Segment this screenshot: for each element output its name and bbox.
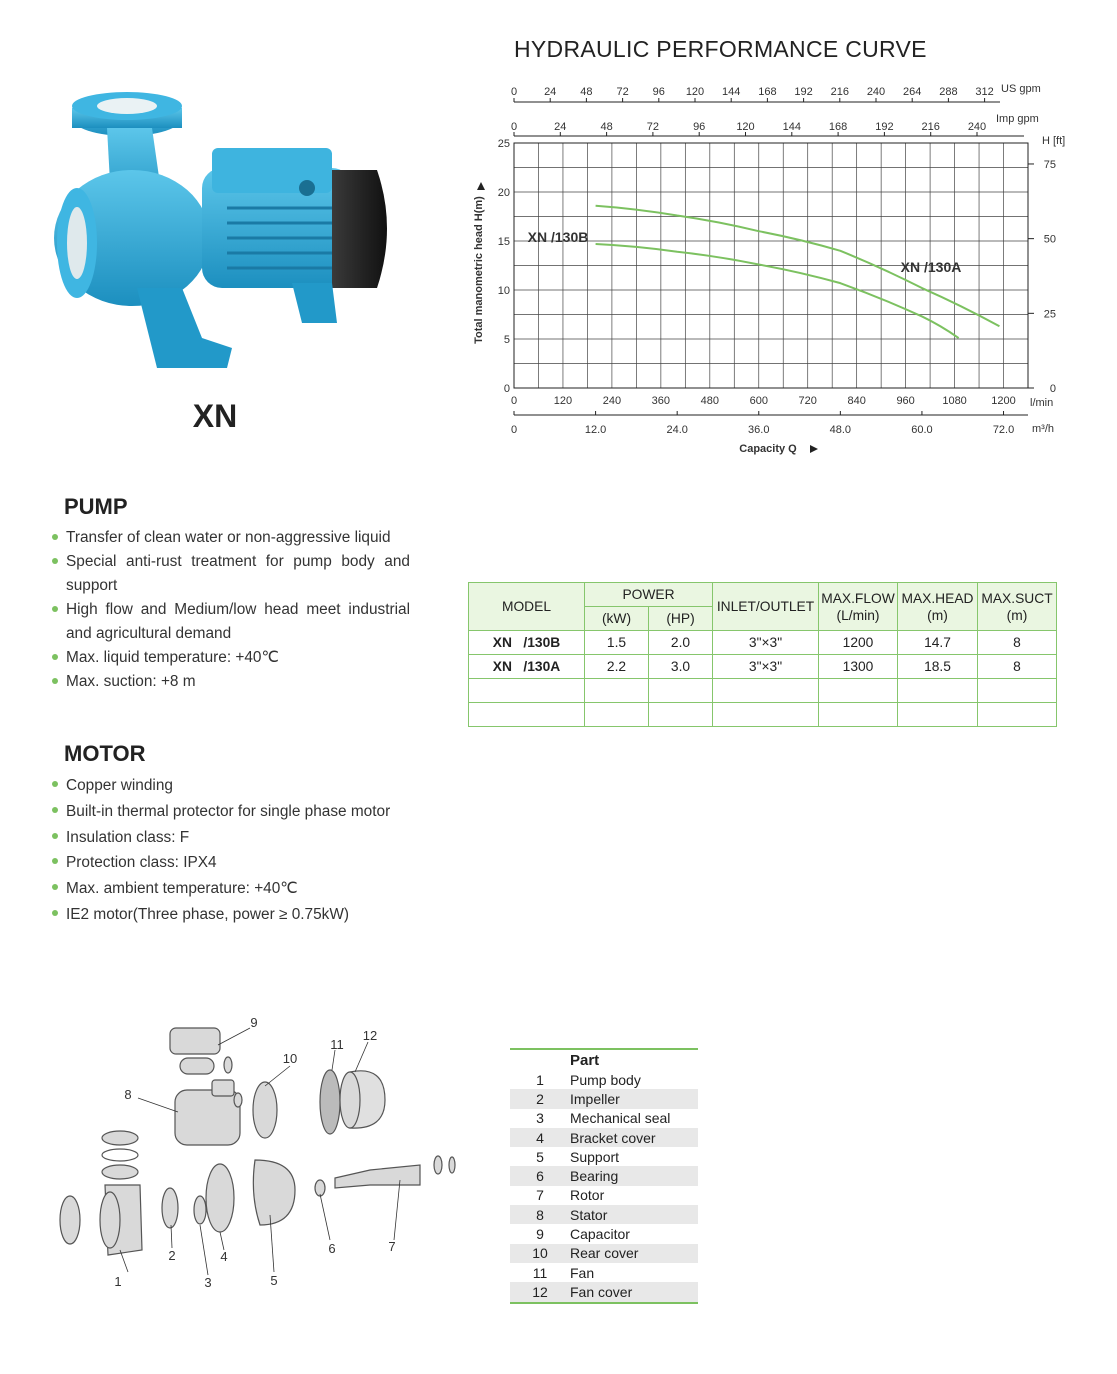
parts-row	[510, 1070, 698, 1089]
m3h-tick-label: 24.0	[666, 424, 688, 436]
motor-section-title: MOTOR	[64, 741, 146, 766]
part-name: Pump body	[570, 1071, 641, 1088]
part-name: Impeller	[570, 1089, 698, 1108]
bearing-part	[315, 1180, 325, 1196]
m3h-tick-label: 36.0	[748, 424, 770, 436]
motor-features-list	[50, 773, 430, 928]
hp-cell: 3.0	[649, 655, 713, 679]
m3h-tick-label: 12.0	[584, 424, 607, 436]
x-tick-label: 720	[798, 395, 817, 407]
motor-item: Max. ambient temperature: +40℃	[50, 876, 430, 902]
header-hp: (HP)	[649, 607, 713, 631]
lmin-unit-label: l/min	[1030, 397, 1054, 409]
impeller-part	[162, 1188, 178, 1228]
part-number: 12	[510, 1282, 570, 1302]
inlet-cell: 3"×3"	[713, 655, 819, 679]
exploded-label: 2	[168, 1248, 176, 1263]
part-name: Bracket cover	[570, 1128, 698, 1147]
exploded-label: 6	[328, 1241, 336, 1256]
fan-part	[320, 1070, 340, 1134]
y-tick-label: 25	[497, 138, 510, 150]
ft-tick-label: 0	[1049, 383, 1056, 395]
chart-title: HYDRAULIC PERFORMANCE CURVE	[514, 36, 927, 62]
part-number: 11	[532, 1264, 548, 1281]
exploded-label: 10	[282, 1051, 298, 1066]
parts-row	[510, 1244, 698, 1263]
x-axis-arrow	[810, 445, 818, 453]
part-name: Rotor	[570, 1187, 605, 1204]
us-gpm-tick-label: 240	[866, 86, 886, 98]
part-number: 3	[536, 1110, 544, 1127]
part-number: 10	[510, 1244, 570, 1263]
exploded-label: 9	[250, 1015, 258, 1030]
parts-row	[510, 1147, 698, 1166]
part-name: Bearing	[570, 1166, 698, 1185]
parts-row	[510, 1089, 698, 1108]
m3h-tick-label: 48.0	[829, 424, 852, 436]
exploded-label: 1	[114, 1274, 122, 1289]
motor-item: Protection class: IPX4	[50, 850, 430, 876]
table-row-empty	[469, 679, 1057, 703]
ft-tick-label: 50	[1043, 233, 1056, 246]
rear-cover-part	[253, 1082, 277, 1138]
us-gpm-tick-label: 144	[722, 86, 741, 98]
exploded-view-diagram	[50, 1010, 470, 1310]
part-number: 1	[536, 1071, 544, 1088]
exploded-label: 12	[362, 1028, 378, 1043]
header-max-flow: MAX.FLOW (L/min)	[819, 583, 898, 631]
suct-cell: 8	[978, 631, 1057, 655]
us-gpm-tick-label: 168	[758, 86, 777, 98]
y-tick-label: 20	[497, 187, 510, 199]
part-number: 7	[536, 1187, 544, 1204]
imp-gpm-tick-label: 192	[875, 121, 894, 133]
part-name: Fan cover	[570, 1282, 698, 1302]
imp-gpm-tick-label: 120	[736, 121, 755, 133]
support-part	[253, 1160, 295, 1225]
pump-item: Max. liquid temperature: +40℃	[50, 646, 410, 670]
imp-gpm-tick-label: 168	[828, 121, 848, 133]
part-name: Fan	[570, 1264, 595, 1281]
parts-row	[510, 1109, 698, 1128]
part-name: Capacitor	[570, 1226, 630, 1243]
pump-item: Special anti-rust treatment for pump body and support	[50, 550, 410, 598]
x-tick-label: 0	[510, 395, 518, 407]
imp-gpm-tick-label: 72	[646, 121, 660, 133]
imp-gpm-tick-label: 216	[921, 121, 940, 133]
flow-cell: 1300	[819, 655, 898, 679]
x-tick-label: 960	[896, 395, 915, 407]
motor-item: IE2 motor(Three phase, power ≥ 0.75kW)	[50, 902, 430, 928]
pump-section-title: PUMP	[64, 494, 128, 519]
performance-chart	[466, 70, 1086, 470]
x-tick-label: 240	[602, 395, 622, 407]
imp-gpm-tick-label: 24	[554, 121, 567, 133]
header-max-suct: MAX.SUCT (m)	[978, 583, 1057, 631]
parts-header: Part	[570, 1049, 698, 1070]
part-number: 9	[536, 1226, 544, 1243]
parts-row	[510, 1186, 698, 1205]
part-number: 2	[510, 1089, 570, 1108]
pump-product-image	[52, 78, 402, 378]
flow-cell: 1200	[819, 631, 898, 655]
x-tick-label: 1080	[942, 395, 967, 407]
y-tick-label: 5	[503, 334, 510, 346]
bracket-cover-part	[206, 1164, 234, 1232]
part-name: Mechanical seal	[570, 1110, 671, 1127]
ft-tick-label: 75	[1043, 158, 1056, 171]
model-cell: XN /130B	[469, 631, 585, 655]
header-inlet-outlet: INLET/OUTLET	[713, 583, 819, 631]
capacitor-part	[170, 1028, 220, 1054]
us-gpm-tick-label: 24	[544, 86, 557, 98]
part-name: Stator	[570, 1205, 698, 1224]
header-kw: (kW)	[585, 607, 649, 631]
imp-gpm-tick-label: 48	[600, 121, 613, 133]
us-gpm-tick-label: 0	[510, 86, 518, 98]
us-gpm-tick-label: 120	[685, 86, 705, 98]
x-tick-label: 600	[749, 395, 768, 407]
table-row	[469, 631, 1057, 655]
pump-features-list	[50, 526, 410, 694]
x-tick-label: 480	[700, 395, 719, 407]
parts-list-table	[510, 1048, 698, 1304]
suct-cell: 8	[978, 655, 1057, 679]
us-gpm-tick-label: 48	[580, 86, 593, 98]
m3h-tick-label: 60.0	[911, 424, 933, 436]
model-name: XN	[192, 398, 238, 434]
us-gpm-unit-label: US gpm	[1001, 83, 1041, 95]
y-axis-arrow	[477, 182, 485, 190]
series-label: XN /130A	[900, 259, 962, 275]
model-cell: XN /130A	[469, 655, 585, 679]
us-gpm-tick-label: 312	[975, 86, 994, 98]
m3h-tick-label: 72.0	[992, 424, 1015, 436]
rotor-part	[335, 1165, 420, 1188]
imp-gpm-tick-label: 144	[782, 121, 801, 133]
spec-table	[468, 582, 1057, 727]
y-tick-label: 15	[497, 236, 510, 248]
parts-row	[510, 1128, 698, 1147]
parts-row	[510, 1205, 698, 1224]
header-model: MODEL	[469, 583, 585, 631]
inlet-cell: 3"×3"	[713, 631, 819, 655]
x-tick-label: 1200	[991, 395, 1016, 407]
exploded-label: 8	[124, 1087, 132, 1102]
ft-unit-label: H [ft]	[1042, 135, 1066, 147]
table-row-empty	[469, 703, 1057, 727]
parts-row	[510, 1224, 698, 1243]
imp-gpm-tick-label: 96	[693, 121, 706, 133]
hp-cell: 2.0	[649, 631, 713, 655]
x-tick-label: 120	[553, 395, 573, 407]
x-tick-label: 840	[847, 395, 866, 407]
y-tick-label: 10	[497, 285, 510, 297]
stator-part	[175, 1090, 240, 1145]
us-gpm-tick-label: 216	[830, 86, 849, 98]
us-gpm-tick-label: 96	[652, 86, 665, 98]
x-axis-title: Capacity Q	[739, 443, 797, 455]
head-cell: 18.5	[898, 655, 978, 679]
part-number: 4	[510, 1128, 570, 1147]
motor-item: Insulation class: F	[50, 825, 430, 851]
pump-item: Max. suction: +8 m	[50, 670, 410, 694]
kw-cell: 1.5	[585, 631, 649, 655]
imp-gpm-tick-label: 0	[510, 121, 518, 133]
kw-cell: 2.2	[585, 655, 649, 679]
header-power: POWER	[585, 583, 713, 607]
m3h-tick-label: 0	[510, 424, 518, 436]
imp-gpm-tick-label: 240	[967, 121, 987, 133]
parts-row	[510, 1282, 698, 1302]
part-number: 6	[510, 1166, 570, 1185]
pump-item: Transfer of clean water or non-aggressive liquid	[50, 526, 410, 550]
part-name: Support	[570, 1148, 620, 1165]
exploded-label: 3	[204, 1275, 212, 1290]
us-gpm-tick-label: 264	[903, 86, 922, 98]
m3h-unit-label: m³/h	[1032, 423, 1054, 435]
us-gpm-tick-label: 72	[616, 86, 629, 98]
part-number: 8	[510, 1205, 570, 1224]
parts-row	[510, 1166, 698, 1185]
head-cell: 14.7	[898, 631, 978, 655]
parts-row	[510, 1263, 698, 1282]
exploded-label: 5	[270, 1273, 278, 1288]
imp-gpm-unit-label: Imp gpm	[996, 113, 1039, 125]
exploded-label: 7	[388, 1239, 396, 1254]
x-tick-label: 360	[651, 395, 671, 407]
us-gpm-tick-label: 192	[794, 86, 813, 98]
ft-tick-label: 25	[1043, 308, 1056, 321]
series-label: XN /130B	[527, 229, 589, 245]
exploded-label: 4	[220, 1249, 228, 1264]
y-tick-label: 0	[503, 383, 510, 395]
pump-item: High flow and Medium/low head meet industrial and agricultural demand	[50, 598, 410, 646]
motor-item: Built-in thermal protector for single phase motor	[50, 799, 430, 825]
y-axis-title: Total manometric head H(m)	[473, 196, 485, 344]
header-max-head: MAX.HEAD (m)	[898, 583, 978, 631]
motor-item: Copper winding	[50, 773, 430, 799]
table-row	[469, 655, 1057, 679]
part-name: Rear cover	[570, 1244, 698, 1263]
us-gpm-tick-label: 288	[939, 86, 958, 98]
part-number: 5	[536, 1148, 544, 1165]
exploded-label: 11	[330, 1037, 344, 1052]
